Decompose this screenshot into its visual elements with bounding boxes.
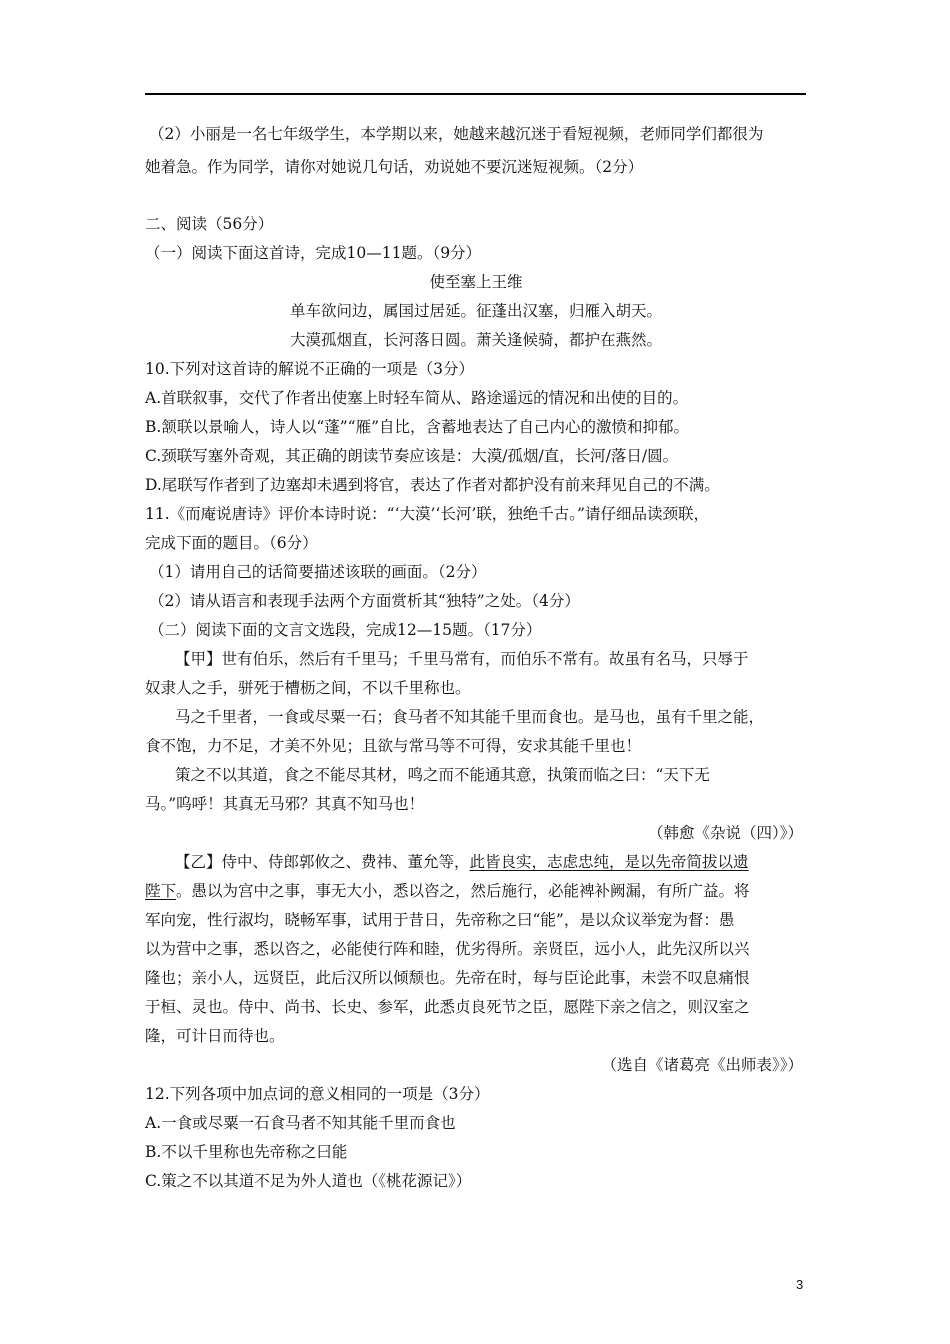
yi-line7: 隆，可计日而待也。 bbox=[145, 1027, 285, 1045]
q10-stem: 10.下列对这首诗的解说不正确的一项是（3分） bbox=[145, 360, 475, 378]
yi-line2 bbox=[145, 881, 750, 901]
page-number: 3 bbox=[796, 1277, 804, 1292]
yi-line5: 隆也；亲小人，远贤臣，此后汉所以倾颓也。先帝在时，每与臣论此事，未尝不叹息痛恨 bbox=[145, 969, 750, 987]
header-rule bbox=[145, 93, 806, 95]
part2-intro: （二）阅读下面的文言文选段，完成12—15题。（17分） bbox=[149, 621, 542, 639]
yi-line3: 军向宠，性行淑均，晓畅军事，试用于昔日，先帝称之曰“能”，是以众议举宠为督：愚 bbox=[145, 911, 735, 929]
yi-line1 bbox=[175, 852, 749, 872]
q11-stem-line2: 完成下面的题目。（6分） bbox=[145, 534, 318, 552]
yi-line2-underlined: 陛下 bbox=[145, 882, 177, 900]
yi-line4: 以为营中之事，悉以咨之，必能使行阵和睦，优劣得所。亲贤臣，远小人，此先汉所以兴 bbox=[145, 940, 750, 958]
q11-stem-line1: 11.《而庵说唐诗》评价本诗时说：“‘大漠’‘长河’联，独绝千古。”请仔细品读颈联， bbox=[145, 505, 709, 523]
q10-option-d: D.尾联写作者到了边塞却未遇到将官，表达了作者对都护没有前来拜见自己的不满。 bbox=[145, 476, 720, 494]
jia-p2-line1: 马之千里者，一食或尽粟一石；食马者不知其能千里而食也。是马也，虽有千里之能， bbox=[175, 708, 765, 726]
q9-2-line2: 她着急。作为同学，请你对她说几句话，劝说她不要沉迷短视频。（2分） bbox=[145, 158, 644, 176]
section-title: 二、阅读（56分） bbox=[145, 215, 274, 233]
yi-line1-underlined: 此皆良实，志虑忠纯，是以先帝简拔以遗 bbox=[469, 853, 749, 871]
jia-p2-line2: 食不饱，力不足，才美不外见；且欲与常马等不可得，安求其能千里也！ bbox=[145, 737, 642, 755]
q12-option-b: B.不以千里称也先帝称之曰能 bbox=[145, 1143, 348, 1161]
jia-source: （韩愈《杂说（四）》） bbox=[647, 824, 803, 842]
jia-p1-line1: 【甲】世有伯乐，然后有千里马；千里马常有，而伯乐不常有。故虽有名马，只辱于 bbox=[175, 650, 749, 668]
jia-p3-line2: 马。”呜呼！其真无马邪？其真不知马也！ bbox=[145, 795, 425, 813]
q10-option-c: C.颈联写塞外奇观，其正确的朗读节奏应该是：大漠/孤烟/直，长河/落日/圆。 bbox=[145, 447, 679, 465]
q11-sub1: （1）请用自己的话简要描述该联的画面。（2分） bbox=[149, 563, 487, 581]
q12-stem: 12.下列各项中加点词的意义相同的一项是（3分） bbox=[145, 1085, 490, 1103]
q12-option-c: C.策之不以其道不足为外人道也（《桃花源记》） bbox=[145, 1172, 472, 1190]
q10-option-b: B.颔联以景喻人，诗人以“蓬”“雁”自比，含蓄地表达了自己内心的激愤和抑郁。 bbox=[145, 418, 690, 436]
q10-option-a: A.首联叙事，交代了作者出使塞上时轻车简从、路途遥远的情况和出使的目的。 bbox=[145, 389, 689, 407]
jia-p1-line2: 奴隶人之手，骈死于槽枥之间，不以千里称也。 bbox=[145, 679, 471, 697]
q9-2-line1: （2）小丽是一名七年级学生，本学期以来，她越来越沉迷于看短视频，老师同学们都很为 bbox=[149, 125, 764, 143]
yi-line1-plain: 【乙】侍中、侍郎郭攸之、费祎、董允等， bbox=[175, 853, 470, 871]
part1-intro: （一）阅读下面这首诗，完成10—11题。（9分） bbox=[145, 244, 482, 262]
jia-p3-line1: 策之不以其道，食之不能尽其材，鸣之而不能通其意，执策而临之曰：“天下无 bbox=[175, 766, 710, 784]
yi-line6: 于桓、灵也。侍中、尚书、长史、参军，此悉贞良死节之臣，愿陛下亲之信之，则汉室之 bbox=[145, 998, 750, 1016]
poem-title: 使至塞上王维 bbox=[429, 273, 523, 291]
q11-sub2: （2）请从语言和表现手法两个方面赏析其“独特”之处。（4分） bbox=[149, 592, 580, 610]
yi-source: （选自《诸葛亮《出师表》》） bbox=[601, 1056, 803, 1074]
poem-line-1: 单车欲问边，属国过居延。征蓬出汉塞，归雁入胡天。 bbox=[289, 302, 662, 320]
poem-line-2: 大漠孤烟直，长河落日圆。萧关逢候骑，都护在燕然。 bbox=[289, 331, 662, 349]
yi-line2-plain: 。愚以为宫中之事，事无大小，悉以咨之，然后施行，必能裨补阙漏，有所广益。将 bbox=[176, 882, 750, 900]
q12-option-a: A.一食或尽粟一石食马者不知其能千里而食也 bbox=[145, 1114, 456, 1132]
